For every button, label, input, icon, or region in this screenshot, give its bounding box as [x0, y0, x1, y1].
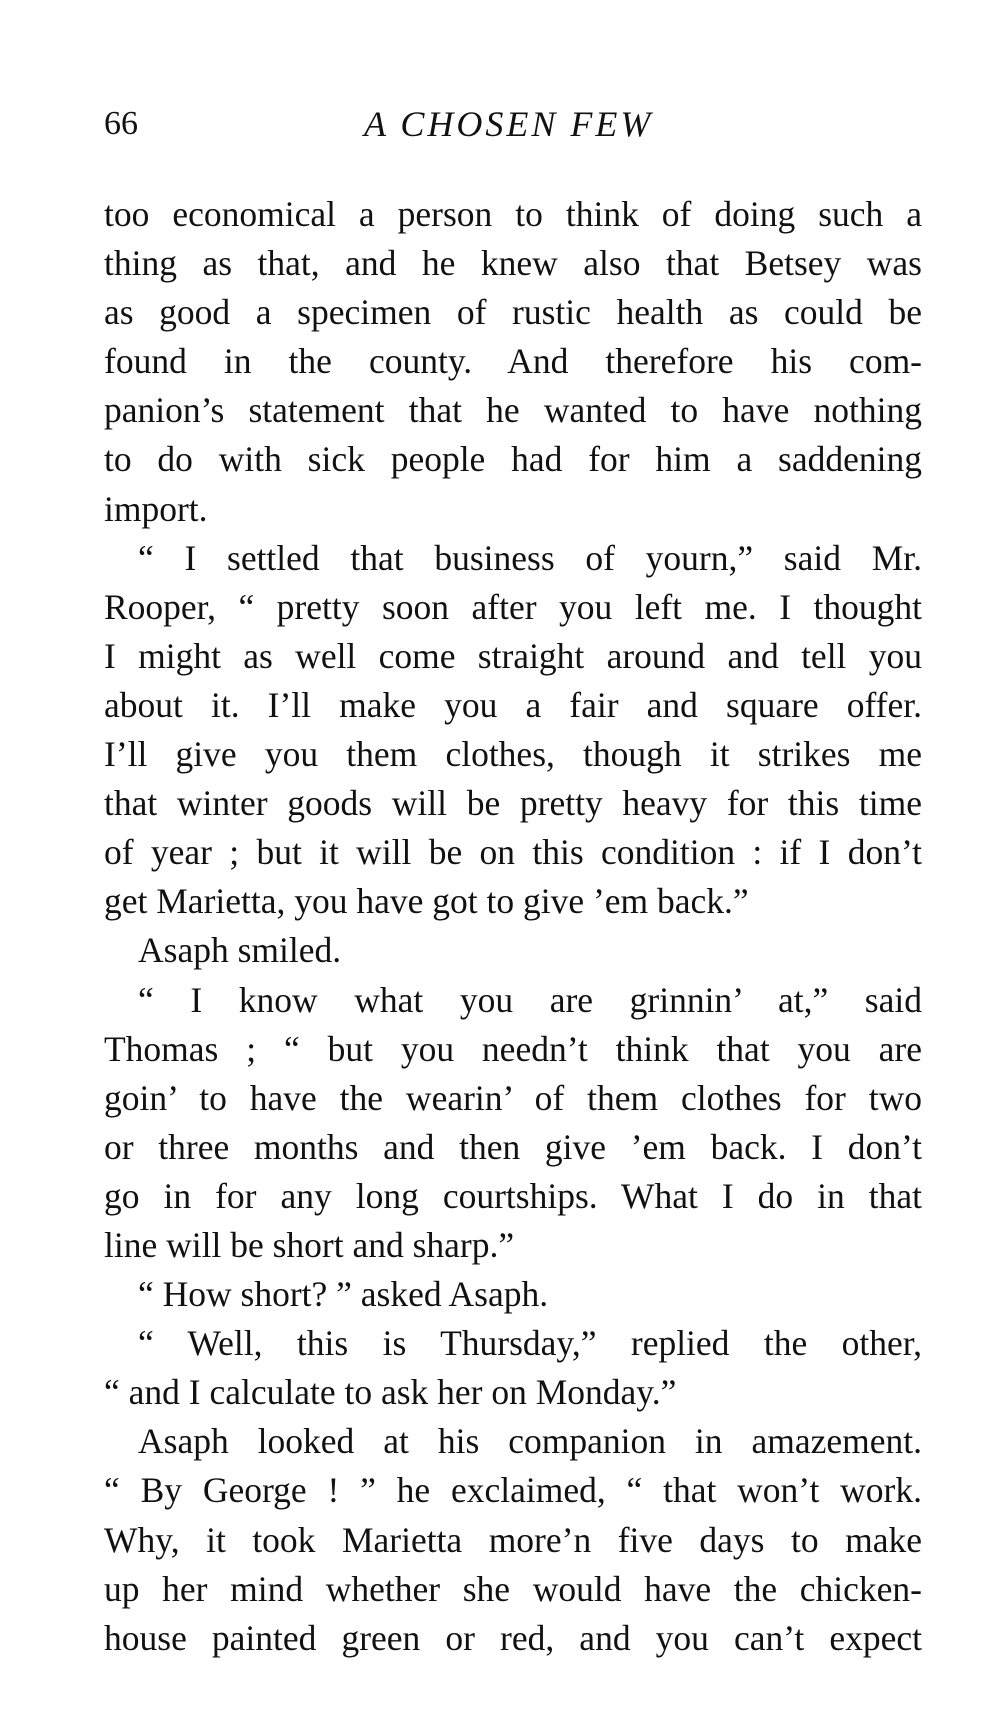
- text-line: I’ll give you them clothes, though it strikes me: [104, 734, 922, 775]
- paragraph: [104, 976, 922, 1271]
- text-line: house painted green or red, and you can’t expect: [104, 1617, 922, 1658]
- text-line: “ How short? ” asked Asaph.: [138, 1274, 549, 1315]
- text-line: Asaph looked at his companion in amazement.: [138, 1421, 922, 1462]
- text-line: or three months and then give ’em back. I don’t: [104, 1126, 922, 1167]
- paragraph: [104, 190, 922, 534]
- text-line: to do with sick people had for him a saddening: [104, 439, 922, 480]
- running-title: A CHOSEN FEW: [364, 104, 654, 144]
- text-line: about it. I’ll make you a fair and square offer.: [104, 684, 922, 725]
- paragraph: [104, 1319, 922, 1417]
- text-line: Why, it took Marietta more’n five days to make: [104, 1519, 922, 1560]
- text-line: import.: [104, 488, 208, 529]
- paragraph: [104, 1270, 922, 1319]
- text-line: found in the county. And therefore his com-: [104, 341, 922, 382]
- text-line: “ Well, this is Thursday,” replied the other,: [138, 1323, 922, 1364]
- paragraph: [104, 534, 922, 927]
- paragraph: [104, 926, 922, 975]
- text-line: Asaph smiled.: [138, 930, 342, 971]
- text-line: “ I settled that business of yourn,” said Mr.: [138, 537, 922, 578]
- paragraph: [104, 1417, 922, 1662]
- text-line: up her mind whether she would have the chicken-: [104, 1568, 922, 1609]
- text-line: get Marietta, you have got to give ’em back.”: [104, 881, 749, 922]
- text-line: Rooper, “ pretty soon after you left me. I thought: [104, 586, 922, 627]
- text-line: that winter goods will be pretty heavy for this time: [104, 783, 922, 824]
- text-line: “ By George ! ” he exclaimed, “ that won’t work.: [104, 1470, 922, 1511]
- text-line: of year ; but it will be on this condition : if I don’t: [104, 832, 922, 873]
- text-line: as good a specimen of rustic health as could be: [104, 292, 922, 333]
- text-line: too economical a person to think of doing such a: [104, 194, 922, 234]
- text-line: thing as that, and he knew also that Betsey was: [104, 243, 922, 284]
- text-line: “ and I calculate to ask her on Monday.”: [104, 1372, 677, 1413]
- page-number: 66: [104, 105, 138, 142]
- text-line: “ I know what you are grinnin’ at,” said: [138, 979, 922, 1020]
- text-line: go in for any long courtships. What I do in that: [104, 1175, 922, 1216]
- text-line: I might as well come straight around and tell you: [104, 635, 922, 676]
- text-line: line will be short and sharp.”: [104, 1224, 515, 1265]
- text-line: goin’ to have the wearin’ of them clothes for two: [104, 1077, 922, 1118]
- text-line: Thomas ; “ but you needn’t think that you are: [104, 1028, 922, 1069]
- text-line: panion’s statement that he wanted to have nothing: [104, 390, 922, 431]
- running-head: [104, 104, 928, 164]
- body-text: [104, 190, 922, 1663]
